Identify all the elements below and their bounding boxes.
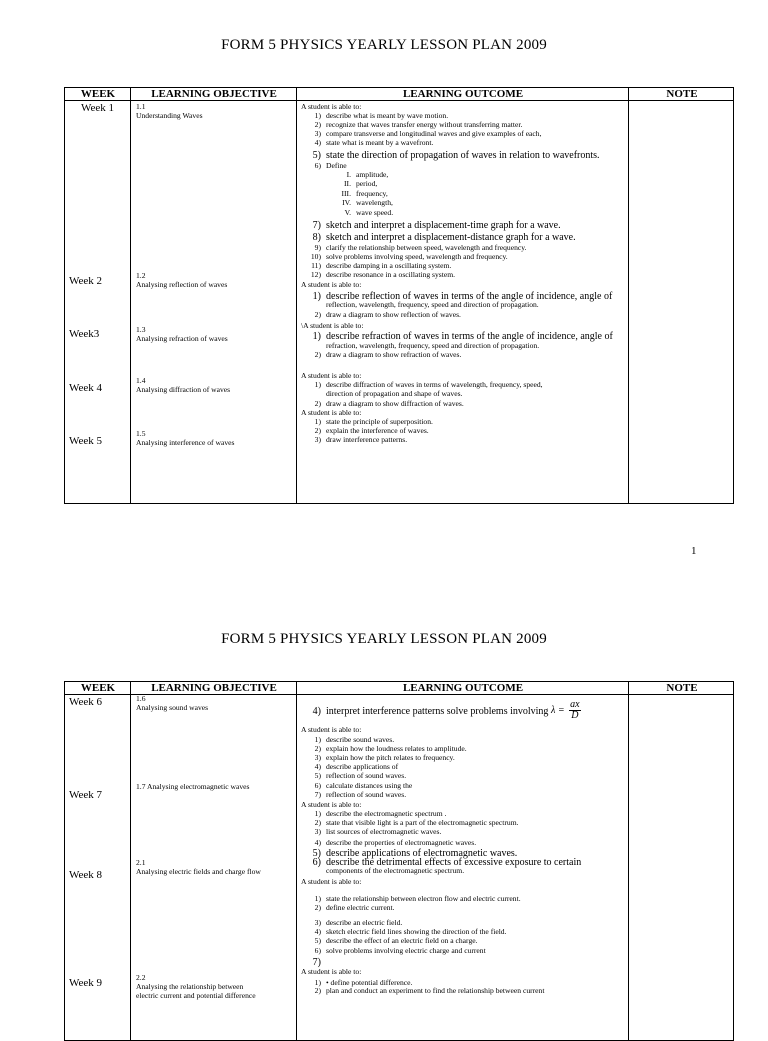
objective-title: Analysing sound waves	[136, 703, 209, 712]
outcome-text: describe the detrimental effects of excessive exposure to certain	[326, 857, 582, 868]
outcome-text: recognize that waves transfer energy without transferring matter.	[326, 120, 523, 129]
outcome-line	[305, 417, 433, 426]
outcome-text: \A student is able to:	[301, 321, 364, 330]
objective-title: Analysing electric fields and charge flow	[136, 867, 261, 876]
outcome-line	[305, 753, 455, 762]
outcome-number: 10)	[310, 252, 321, 261]
header-learning-objective: LEARNING OBJECTIVE	[151, 88, 277, 100]
outcome-number: II.	[344, 179, 351, 188]
outcome-text: solve problems involving speed, wavelength and frequency.	[326, 252, 508, 261]
outcome-text: reflection of sound waves.	[326, 790, 407, 799]
objective-cell	[136, 376, 230, 394]
outcome-number: 4)	[314, 762, 321, 771]
outcome-line	[301, 280, 361, 289]
outcome-number: 6)	[314, 946, 321, 955]
outcome-line	[305, 790, 406, 799]
header-learning-objective: LEARNING OBJECTIVE	[151, 682, 277, 694]
formula-lhs: λ =	[551, 704, 565, 716]
outcome-text: describe resonance in a oscillating system.	[326, 270, 456, 279]
outcome-line	[301, 877, 361, 886]
outcome-line	[305, 706, 548, 717]
objective-number: 1.6	[136, 694, 146, 703]
objective-cell	[136, 325, 228, 343]
outcome-line	[305, 120, 522, 129]
outcome-number: 4)	[314, 927, 321, 936]
outcome-line	[305, 220, 561, 231]
outcome-line	[301, 725, 361, 734]
outcome-line	[305, 927, 507, 936]
outcome-number: 8)	[312, 232, 321, 243]
outcome-text: sketch electric field lines showing the direction of the field.	[326, 927, 507, 936]
outcome-text: interpret interference patterns solve problems involving	[326, 706, 549, 717]
outcome-line	[305, 232, 576, 243]
outcome-line	[305, 435, 407, 444]
outcome-line	[305, 866, 464, 875]
outcome-line	[301, 408, 361, 417]
outcome-number: 1)	[314, 111, 321, 120]
outcome-line	[305, 946, 486, 955]
week-label: Week 6	[69, 696, 103, 708]
outcome-line	[305, 781, 412, 790]
lesson-plan-table	[64, 87, 734, 504]
outcome-line	[305, 827, 441, 836]
column-divider	[130, 88, 131, 503]
objective-cell	[136, 429, 234, 447]
outcome-text: period,	[356, 179, 378, 188]
outcome-number: 2)	[314, 310, 321, 319]
outcome-text: describe diffraction of waves in terms of wavelength, frequency, speed,	[326, 380, 543, 389]
column-divider	[130, 682, 131, 1040]
outcome-number: 1)	[314, 380, 321, 389]
objective-cell	[136, 271, 227, 289]
outcome-number: 2)	[314, 399, 321, 408]
outcome-number: 2)	[314, 903, 321, 912]
outcome-number: 5)	[312, 848, 321, 859]
outcome-line	[331, 208, 393, 217]
outcome-text: state what is meant by a wavefront.	[326, 138, 434, 147]
outcome-line	[305, 270, 455, 279]
outcome-text: explain how the pitch relates to frequency.	[326, 753, 455, 762]
week-label: Week3	[69, 328, 100, 340]
week-label: Week 2	[69, 275, 103, 287]
objective-number: 1.1	[136, 102, 146, 111]
outcome-text: describe refraction of waves in terms of the angle of incidence, angle of	[326, 331, 613, 342]
outcome-number: 1)	[314, 978, 321, 987]
formula-denominator: D	[571, 710, 579, 721]
objective-title: Understanding Waves	[136, 111, 203, 120]
outcome-line	[305, 243, 526, 252]
objective-number: 1.3	[136, 325, 146, 334]
outcome-line	[305, 300, 539, 309]
outcome-number: 6)	[314, 161, 321, 170]
outcome-number: 2)	[314, 350, 321, 359]
outcome-number: V.	[344, 208, 351, 217]
outcome-line	[305, 744, 467, 753]
outcome-text: direction of propagation and shape of waves.	[326, 389, 463, 398]
outcome-text: state the direction of propagation of waves in relation to wavefronts.	[326, 150, 600, 161]
outcome-line	[301, 371, 361, 380]
outcome-number: 1)	[314, 809, 321, 818]
column-divider	[628, 88, 629, 503]
outcome-number: I.	[346, 170, 351, 179]
objective-title: Analysing reflection of waves	[136, 280, 228, 289]
outcome-number: 3)	[314, 827, 321, 836]
outcome-line	[305, 380, 543, 389]
outcome-number: 3)	[314, 129, 321, 138]
outcome-line	[305, 936, 478, 945]
outcome-text: A student is able to:	[301, 725, 362, 734]
outcome-text: describe applications of electromagnetic waves.	[326, 848, 518, 859]
outcome-line	[305, 399, 464, 408]
outcome-number: 5)	[314, 936, 321, 945]
outcome-text: clarify the relationship between speed, wavelength and frequency.	[326, 243, 527, 252]
page-title: FORM 5 PHYSICS YEARLY LESSON PLAN 2009	[221, 37, 547, 53]
outcome-line	[305, 111, 448, 120]
outcome-text: state that visible light is a part of the electromagnetic spectrum.	[326, 818, 519, 827]
objective-cell	[136, 782, 249, 791]
week-label: Week 8	[69, 869, 103, 881]
outcome-line	[305, 903, 395, 912]
objective-number: 2.1	[136, 858, 146, 867]
outcome-text: A student is able to:	[301, 280, 362, 289]
formula-numerator: ax	[570, 699, 580, 710]
outcome-number: 5)	[312, 150, 321, 161]
outcome-text: components of the electromagnetic spectrum.	[326, 866, 465, 875]
outcome-text: describe the effect of an electric field on a charge.	[326, 936, 478, 945]
outcome-text: describe damping in a oscillating system.	[326, 261, 452, 270]
objective-number: 2.2	[136, 973, 146, 982]
week-label: Week 5	[69, 435, 103, 447]
outcome-text: describe reflection of waves in terms of the angle of incidence, angle of	[326, 291, 613, 302]
outcome-line	[301, 800, 361, 809]
outcome-text: • define potential difference.	[326, 978, 413, 987]
outcome-text: frequency,	[356, 189, 388, 198]
header-learning-outcome: LEARNING OUTCOME	[402, 88, 524, 100]
outcome-line	[331, 170, 388, 179]
outcome-text: describe an electric field.	[326, 918, 403, 927]
objective-title: Analysing diffraction of waves	[136, 385, 231, 394]
outcome-text: refraction, wavelength, frequency, speed and direction of propagation.	[326, 341, 540, 350]
outcome-number: 2)	[314, 120, 321, 129]
outcome-text: define electric current.	[326, 903, 395, 912]
outcome-number: IV.	[342, 198, 351, 207]
outcome-text: plan and conduct an experiment to find the relationship between current	[326, 986, 545, 995]
outcome-line	[305, 771, 406, 780]
outcome-number: 5)	[314, 771, 321, 780]
header-note: NOTE	[666, 88, 698, 100]
outcome-text: explain the interference of waves.	[326, 426, 429, 435]
outcome-text: Define	[326, 161, 347, 170]
outcome-text: explain how the loudness relates to amplitude.	[326, 744, 467, 753]
outcome-text: amplitude,	[356, 170, 389, 179]
outcome-text: state the principle of superposition.	[326, 417, 433, 426]
outcome-text: describe the properties of electromagnetic waves.	[326, 838, 477, 847]
table-header	[65, 88, 733, 101]
outcome-number: 1)	[312, 291, 321, 302]
outcome-text: draw a diagram to show reflection of waves.	[326, 310, 461, 319]
outcome-text: sketch and interpret a displacement-distance graph for a wave.	[326, 232, 576, 243]
outcome-line	[305, 341, 539, 350]
column-divider	[628, 682, 629, 1040]
week-label: Week 1	[81, 102, 115, 114]
objective-title: Analysing interference of waves	[136, 438, 235, 447]
outcome-text: wave speed.	[356, 208, 394, 217]
lesson-plan-table	[64, 681, 734, 1041]
outcome-text: draw interference patterns.	[326, 435, 408, 444]
outcome-text: describe the electromagnetic spectrum .	[326, 809, 447, 818]
outcome-number: 1)	[314, 417, 321, 426]
outcome-text: A student is able to:	[301, 800, 362, 809]
header-learning-outcome: LEARNING OUTCOME	[402, 682, 524, 694]
objective-number: 1.5	[136, 429, 146, 438]
outcome-number: 2)	[314, 744, 321, 753]
outcome-line	[305, 150, 600, 161]
outcome-text: describe applications of	[326, 762, 399, 771]
outcome-line	[301, 967, 361, 976]
outcome-text: A student is able to:	[301, 967, 362, 976]
outcome-number: 4)	[314, 838, 321, 847]
outcome-number: III.	[341, 189, 351, 198]
objective-cell	[136, 694, 208, 712]
outcome-number: 6)	[312, 857, 321, 868]
outcome-line	[305, 986, 544, 995]
outcome-number: 7)	[312, 957, 321, 968]
outcome-number: 2)	[314, 426, 321, 435]
outcome-number: 7)	[312, 220, 321, 231]
objective-number: 1.2	[136, 271, 146, 280]
outcome-text: solve problems involving electric charge and current	[326, 946, 486, 955]
outcome-line	[305, 818, 519, 827]
outcome-text: reflection of sound waves.	[326, 771, 407, 780]
outcome-text: sketch and interpret a displacement-time graph for a wave.	[326, 220, 561, 231]
objective-cell	[136, 102, 203, 120]
outcome-line	[305, 252, 508, 261]
outcome-number: 4)	[314, 138, 321, 147]
page-title: FORM 5 PHYSICS YEARLY LESSON PLAN 2009	[221, 631, 547, 647]
outcome-line	[301, 321, 363, 330]
outcome-line	[331, 198, 393, 207]
outcome-number: 3)	[314, 753, 321, 762]
header-week: WEEK	[80, 682, 116, 694]
week-label: Week 9	[69, 977, 103, 989]
outcome-number: 3)	[314, 918, 321, 927]
outcome-text: state the relationship between electron flow and electric current.	[326, 894, 521, 903]
outcome-text: list sources of electromagnetic waves.	[326, 827, 442, 836]
outcome-line	[305, 809, 446, 818]
page-number: 1	[691, 545, 697, 557]
outcome-text: draw a diagram to show diffraction of waves.	[326, 399, 464, 408]
outcome-text: reflection, wavelength, frequency, speed and direction of propagation.	[326, 300, 539, 309]
outcome-text: compare transverse and longitudinal waves and give examples of each,	[326, 129, 542, 138]
objective-number: 1.7 Analysing electromagnetic waves	[136, 782, 250, 791]
outcome-line	[305, 389, 462, 398]
outcome-line	[305, 735, 394, 744]
outcome-number: 9)	[314, 243, 321, 252]
outcome-number: 1)	[314, 735, 321, 744]
outcome-line	[305, 350, 461, 359]
header-week: WEEK	[80, 88, 116, 100]
outcome-line	[305, 894, 521, 903]
outcome-line	[305, 426, 429, 435]
wavelength-formula	[551, 700, 581, 721]
outcome-number: 4)	[312, 706, 321, 717]
objective-cell	[136, 858, 261, 876]
outcome-number: 7)	[314, 790, 321, 799]
week-label: Week 7	[69, 789, 103, 801]
outcome-text: A student is able to:	[301, 102, 362, 111]
outcome-number: 2)	[314, 818, 321, 827]
outcome-line	[305, 261, 451, 270]
column-divider	[296, 682, 297, 1040]
column-divider	[296, 88, 297, 503]
outcome-text: calculate distances using the	[326, 781, 413, 790]
objective-title: electric current and potential difference	[136, 991, 256, 1000]
outcome-line	[305, 310, 461, 319]
outcome-line	[301, 102, 361, 111]
outcome-number: 1)	[312, 331, 321, 342]
outcome-number: 3)	[314, 435, 321, 444]
outcome-text: A student is able to:	[301, 408, 362, 417]
outcome-line	[305, 161, 347, 170]
outcome-text: A student is able to:	[301, 371, 362, 380]
outcome-text: draw a diagram to show refraction of waves.	[326, 350, 462, 359]
objective-cell	[136, 973, 256, 1000]
outcome-text: wavelength,	[356, 198, 393, 207]
outcome-line	[305, 138, 433, 147]
outcome-text: describe sound waves.	[326, 735, 395, 744]
outcome-line	[305, 129, 542, 138]
header-note: NOTE	[666, 682, 698, 694]
week-label: Week 4	[69, 382, 103, 394]
objective-title: Analysing the relationship between	[136, 982, 244, 991]
outcome-number: 12)	[310, 270, 321, 279]
outcome-number: 6)	[314, 781, 321, 790]
outcome-line	[305, 918, 402, 927]
outcome-number: 1)	[314, 894, 321, 903]
outcome-line	[305, 838, 476, 847]
outcome-number: 11)	[311, 261, 321, 270]
outcome-text: A student is able to:	[301, 877, 362, 886]
outcome-line	[331, 189, 388, 198]
outcome-text: describe what is meant by wave motion.	[326, 111, 449, 120]
outcome-line	[305, 762, 398, 771]
outcome-line	[331, 179, 377, 188]
objective-number: 1.4	[136, 376, 146, 385]
objective-title: Analysing refraction of waves	[136, 334, 228, 343]
outcome-number: 2)	[314, 986, 321, 995]
